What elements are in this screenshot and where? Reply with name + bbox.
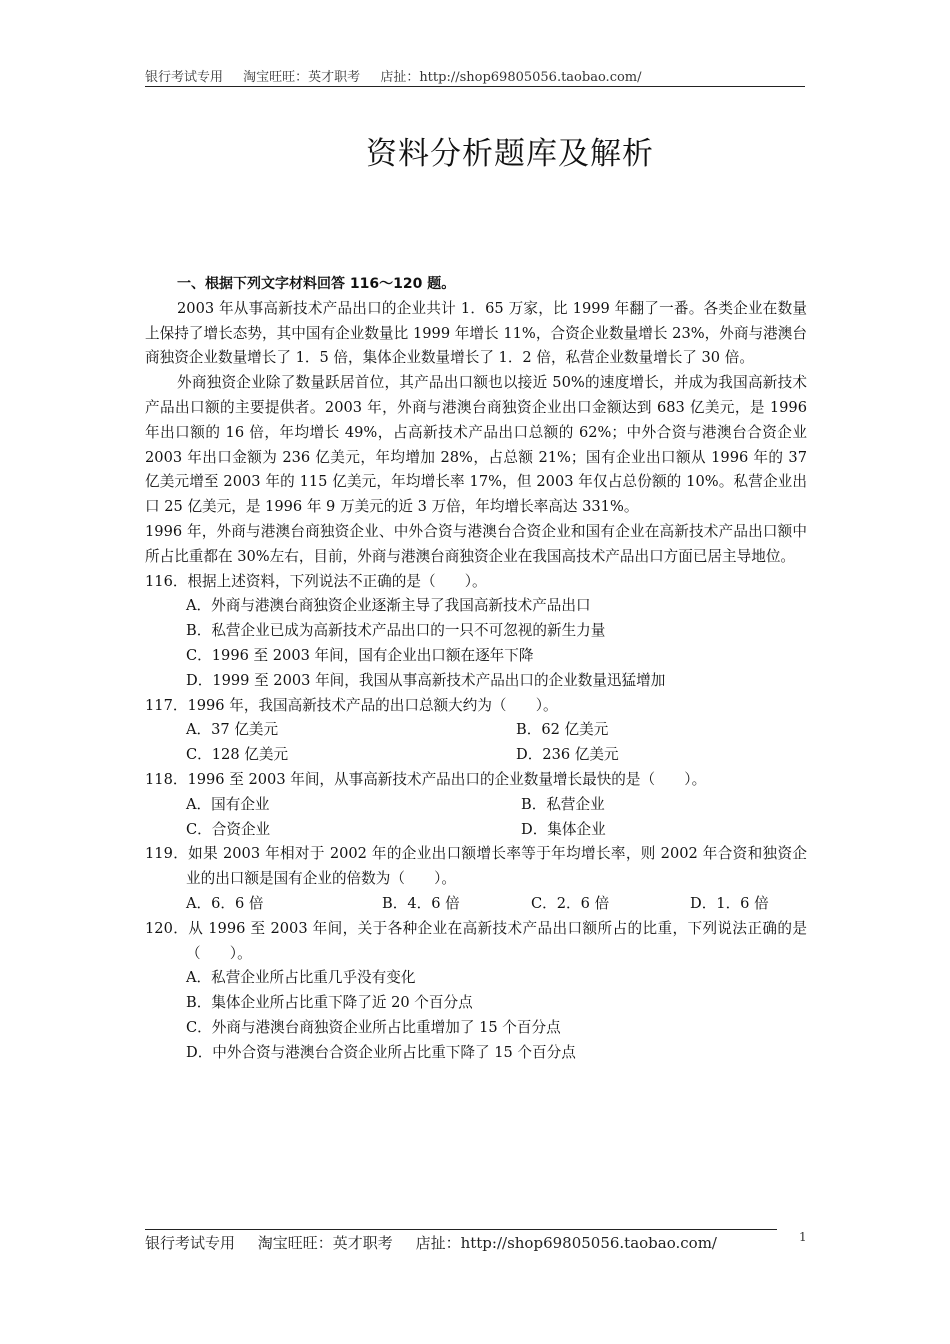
page-title: 资料分析题库及解析 <box>366 136 654 172</box>
question-119-option-c: C．2．6 倍 <box>531 894 610 912</box>
material-paragraph-1: 2003 年从事高新技术产品出口的企业共计 1．65 万家，比 1999 年翻了一番。各类企业在数量上保持了增长态势，其中国有企业数量比 1999 年增长 11%，合资企业数量增长 23%，外商与港澳台商独资企业数量增长了 1．5 倍，集体企业数量增长了 1．2 倍，私营企业数量增长了 30 倍。 <box>145 299 807 367</box>
question-117-option-a: A．37 亿美元 <box>186 721 279 739</box>
footer-wangwang-text: 淘宝旺旺：英才职考 <box>257 1234 393 1252</box>
section-heading: 一、根据下列文字材料回答 116～120 题。 <box>177 276 456 292</box>
page-number: 1 <box>799 1230 807 1244</box>
question-118-stem: 118．1996 至 2003 年间，从事高新技术产品出口的企业数量增长最快的是（ ）。 <box>145 770 707 788</box>
question-119-options-row <box>145 892 807 917</box>
question-117-options-row-2 <box>145 743 807 768</box>
question-118-option-b: B．私营企业 <box>521 795 605 813</box>
question-120-option-c: C．外商与港澳台商独资企业所占比重增加了 15 个百分点 <box>186 1018 561 1036</box>
question-116-option-d: D．1999 至 2003 年间，我国从事高新技术产品出口的企业数量迅猛增加 <box>186 671 666 689</box>
question-116-stem: 116．根据上述资料，下列说法不正确的是（ ）。 <box>145 572 487 590</box>
header-bank-text: 银行考试专用 <box>145 70 224 85</box>
question-116-option-b: B．私营企业已成为高新技术产品出口的一只不可忽视的新生力量 <box>186 622 606 640</box>
question-118-option-a: A．国有企业 <box>186 795 270 813</box>
question-117-options-row-1 <box>145 718 807 743</box>
question-120-option-b: B．集体企业所占比重下降了近 20 个百分点 <box>186 994 473 1012</box>
question-119-option-b: B．4．6 倍 <box>382 894 460 912</box>
question-117-stem: 117．1996 年，我国高新技术产品的出口总额大约为（ ）。 <box>145 696 558 714</box>
material-paragraph-2: 外商独资企业除了数量跃居首位，其产品出口额也以接近 50%的速度增长，并成为我国高新技术产品出口额的主要提供者。2003 年，外商与港澳台商独资企业出口金额达到 683 亿美元，是 1996 年出口额的 16 倍，年均增长 49%，占高新技术产品出口总额的 62%；中外合资与港澳台合资企业 2003 年出口金额为 236 亿美元，年均增加 28%，占总额 21%；国有企业出口额从 1996 年的 37 亿美元增至 2003 年的 115 亿美元，年均增长率 17%，但 2003 年仅占总份额的 10%。私营企业出口 25 亿美元，是 1996 年 9 万美元的近 3 万倍，年均增长率高达 331%。 <box>145 374 807 516</box>
page-footer <box>145 1232 735 1253</box>
question-120-stem: 120．从 1996 至 2003 年间，关于各种企业在高新技术产品出口额所占的比重，下列说法正确的是（ ）。 <box>145 919 807 962</box>
question-119-option-d: D．1．6 倍 <box>690 894 769 912</box>
page-header <box>145 66 805 87</box>
header-shop-text: 店扯：http://shop69805056.taobao.com/ <box>380 70 642 85</box>
question-117-option-c: C．128 亿美元 <box>186 746 289 764</box>
question-117-option-b: B．62 亿美元 <box>516 721 609 739</box>
document-body <box>145 272 807 1066</box>
footer-shop-text: 店扯：http://shop69805056.taobao.com/ <box>415 1234 717 1252</box>
question-120-option-d: D．中外合资与港澳台合资企业所占比重下降了 15 个百分点 <box>186 1043 576 1061</box>
question-118-option-d: D．集体企业 <box>521 820 606 838</box>
question-120-option-a: A．私营企业所占比重几乎没有变化 <box>186 969 416 987</box>
question-118-options-row-1 <box>145 793 807 818</box>
question-118-option-c: C．合资企业 <box>186 820 271 838</box>
question-119-stem: 119．如果 2003 年相对于 2002 年的企业出口额增长率等于年均增长率，则 2002 年合资和独资企业的出口额是国有企业的倍数为（ ）。 <box>145 845 807 888</box>
material-paragraph-3: 1996 年，外商与港澳台商独资企业、中外合资与港澳台合资企业和国有企业在高新技术产品出口额中所占比重都在 30%左右，目前，外商与港澳台商独资企业在我国高技术产品出口方面已居主导地位。 <box>145 522 807 565</box>
question-117-option-d: D．236 亿美元 <box>516 746 619 764</box>
question-119-option-a: A．6．6 倍 <box>186 894 264 912</box>
question-118-options-row-2 <box>145 818 807 843</box>
question-116-option-a: A．外商与港澳台商独资企业逐渐主导了我国高新技术产品出口 <box>186 597 591 615</box>
question-116-option-c: C．1996 至 2003 年间，国有企业出口额在逐年下降 <box>186 646 534 664</box>
footer-divider <box>145 1229 777 1230</box>
header-wangwang-text: 淘宝旺旺：英才职考 <box>243 70 361 85</box>
footer-bank-text: 银行考试专用 <box>145 1234 236 1252</box>
